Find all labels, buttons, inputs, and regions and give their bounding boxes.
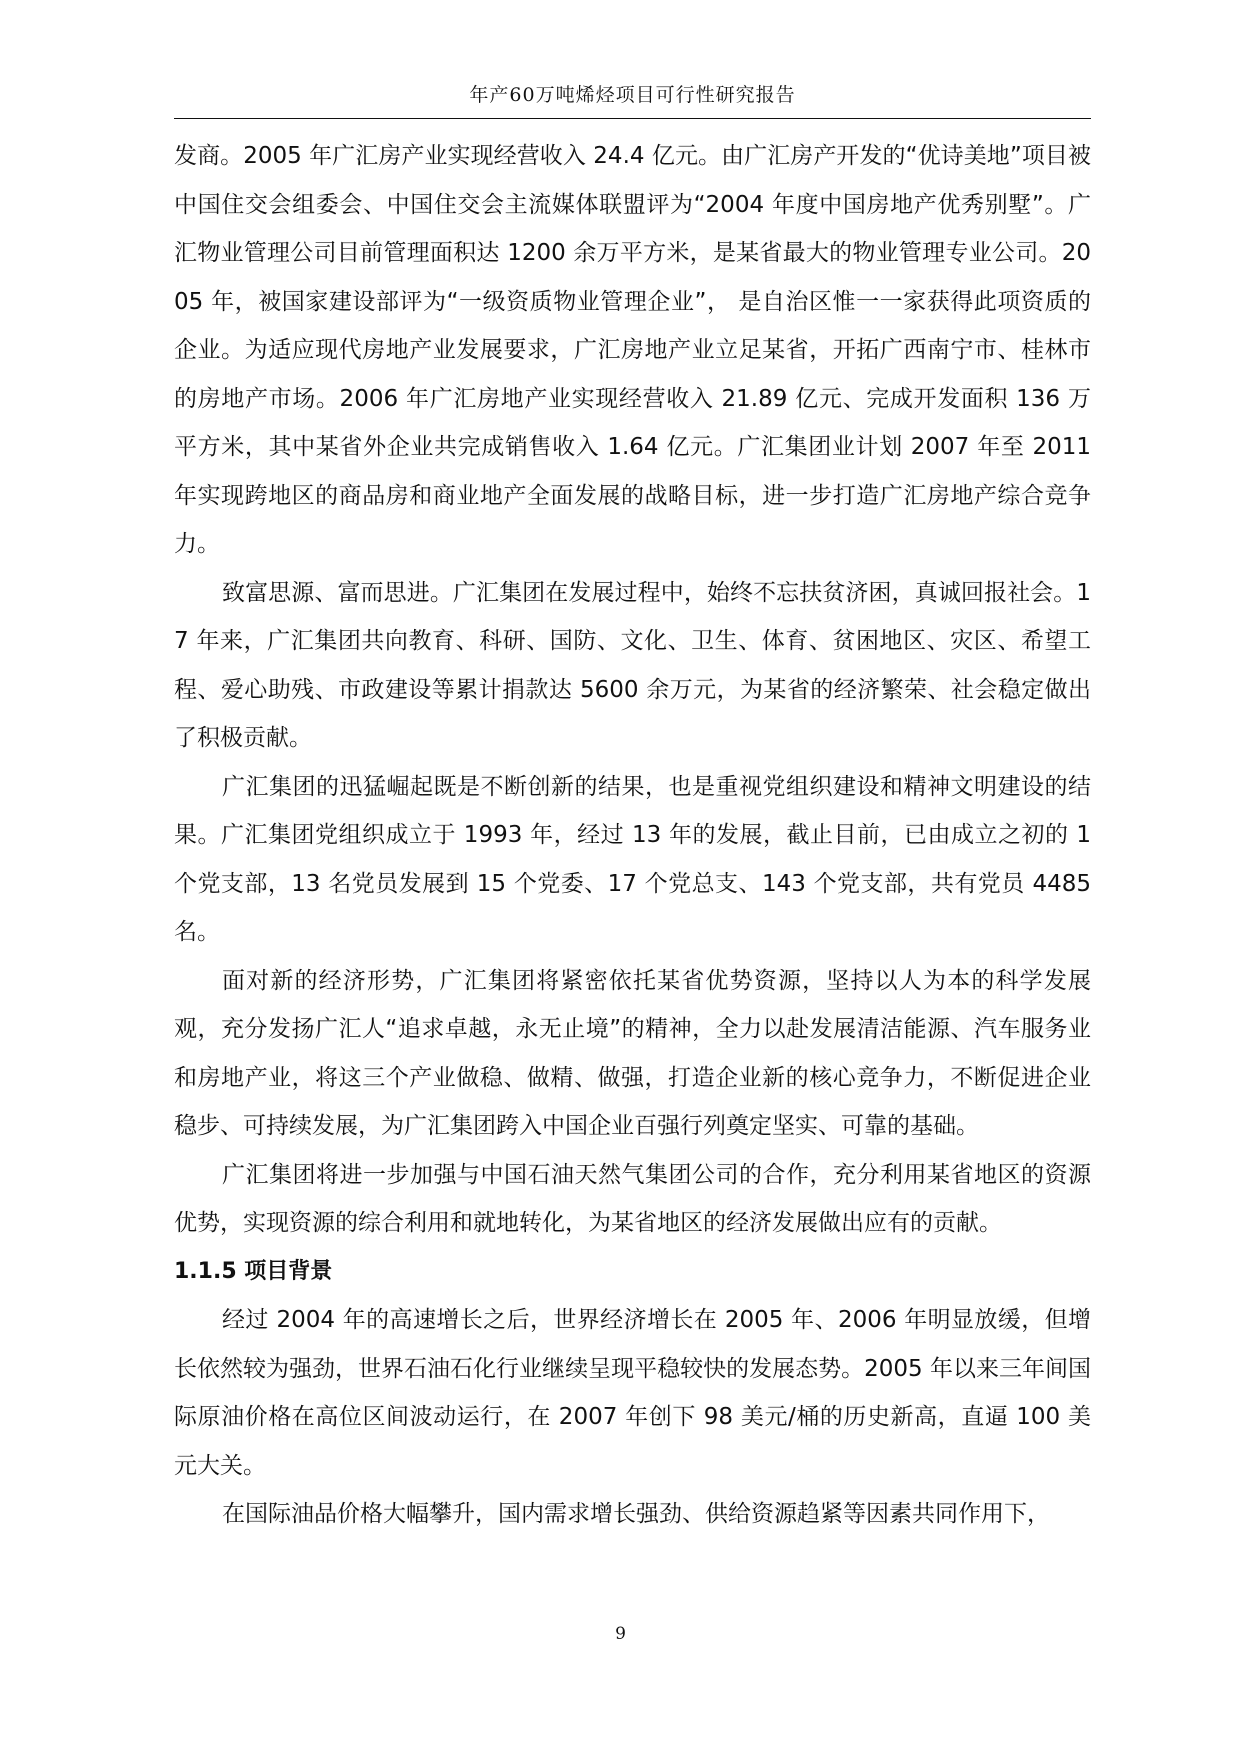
section-heading: 1.1.5 项目背景 [174,1258,333,1284]
paragraph: 广汇集团将进一步加强与中国石油天然气集团公司的合作，充分利用某省地区的资源优势，实现资源的综合利用和就地转化，为某省地区的经济发展做出应有的贡献。 [174,1161,1091,1236]
paragraph: 发商。2005 年广汇房产业实现经营收入 24.4 亿元。由广汇房产开发的“优诗美地”项目被中国住交会组委会、中国住交会主流媒体联盟评为“2004 年度中国房地产优秀别墅”。广汇物业管理公司目前管理面积达 1200 余万平方米，是某省最大的物业管理专业公司。2005 年，被国家建设部评为“一级资质物业管理企业”， 是自治区惟一一家获得此项资质的企业。为适应现代房地产业发展要求，广汇房地产业立足某省，开拓广西南宁市、桂林市的房地产市场。2006 年广汇房地产业实现经营收入 21.89 亿元、完成开发面积 136 万平方米，其中某省外企业共完成销售收入 1.64 亿元。广汇集团业计划 2007 年至 2011 年实现跨地区的商品房和商业地产全面发展的战略目标，进一步打造广汇房地产综合竞争力。 [174,143,1091,557]
paragraph: 在国际油品价格大幅攀升，国内需求增长强劲、供给资源趋紧等因素共同作用下， [222,1501,1050,1527]
paragraph: 广汇集团的迅猛崛起既是不断创新的结果，也是重视党组织建设和精神文明建设的结果。广汇集团党组织成立于 1993 年，经过 13 年的发展，截止目前，已由成立之初的 1 个党支部，13 名党员发展到 15 个党委、17 个党总支、143 个党支部，共有党员 4485 名。 [174,773,1091,945]
paragraph: 面对新的经济形势，广汇集团将紧密依托某省优势资源，坚持以人为本的科学发展观，充分发扬广汇人“追求卓越，永无止境”的精神，全力以赴发展清洁能源、汽车服务业和房地产业，将这三个产业做稳、做精、做强，打造企业新的核心竞争力，不断促进企业稳步、可持续发展，为广汇集团跨入中国企业百强行列奠定坚实、可靠的基础。 [174,967,1091,1139]
paragraph: 致富思源、富而思进。广汇集团在发展过程中，始终不忘扶贫济困，真诚回报社会。17 年来，广汇集团共向教育、科研、国防、文化、卫生、体育、贫困地区、灾区、希望工程、爱心助残、市政建设等累计捐款达 5600 余万元，为某省的经济繁荣、社会稳定做出了积极贡献。 [174,579,1091,751]
paragraph: 经过 2004 年的高速增长之后，世界经济增长在 2005 年、2006 年明显放缓，但增长依然较为强劲，世界石油石化行业继续呈现平稳较快的发展态势。2005 年以来三年间国际原油价格在高位区间波动运行，在 2007 年创下 98 美元/桶的历史新高，直逼 100 美元大关。 [174,1307,1091,1479]
page-header [174,80,1091,119]
report-title: 年产60万吨烯烃项目可行性研究报告 [469,84,796,106]
page-number: 9 [615,1624,626,1644]
document-body [174,132,1091,1539]
